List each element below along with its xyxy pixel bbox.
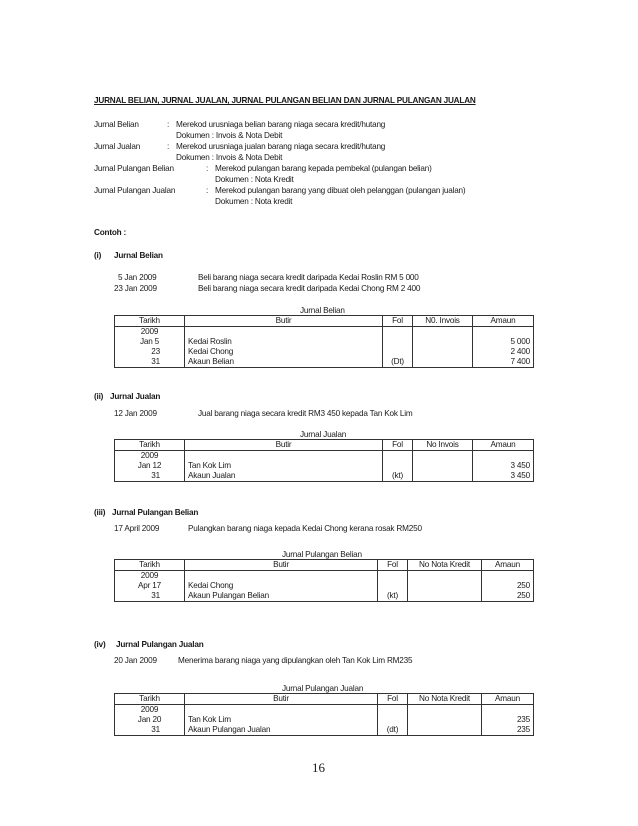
page-heading: JURNAL BELIAN, JURNAL JUALAN, JURNAL PULANGAN BELIAN DAN JURNAL PULANGAN JUALAN	[94, 96, 476, 105]
definition-document: Dokumen : Invois & Nota Debit	[176, 153, 283, 162]
definition-text: Merekod urusniaga jualan barang niaga secara kredit/hutang	[176, 142, 386, 151]
definition-colon: :	[167, 120, 170, 129]
journal-table-title: Jurnal Belian	[300, 306, 345, 315]
table-header-row	[115, 560, 534, 571]
header-document-no: No Invois	[413, 440, 473, 451]
transaction-date: 5 Jan 2009	[118, 273, 157, 282]
cell-butir: Akaun Belian	[185, 357, 383, 368]
cell-document-no	[413, 461, 473, 471]
definition-colon: :	[167, 142, 170, 151]
journal-table-title: Jurnal Jualan	[300, 430, 347, 439]
section-number: (i)	[94, 251, 102, 260]
cell-date: 31	[115, 471, 185, 482]
cell-butir	[185, 571, 378, 582]
journal-table	[114, 693, 534, 736]
journal-table	[114, 315, 534, 368]
cell-amaun: 250	[482, 591, 534, 602]
cell-document-no	[413, 327, 473, 338]
table-row	[115, 705, 534, 716]
cell-date: 2009	[115, 705, 185, 716]
cell-amaun: 235	[482, 725, 534, 736]
table-header-row	[115, 440, 534, 451]
header-document-no: No Nota Kredit	[408, 560, 482, 571]
cell-fol: (kt)	[383, 471, 413, 482]
cell-date: Jan 5	[115, 337, 185, 347]
journal-table	[114, 439, 534, 482]
cell-date: Jan 12	[115, 461, 185, 471]
cell-document-no	[413, 471, 473, 482]
table-row	[115, 451, 534, 462]
journal-table	[114, 559, 534, 602]
cell-date: 31	[115, 357, 185, 368]
cell-document-no	[413, 357, 473, 368]
header-butir: Butir	[185, 440, 383, 451]
cell-butir: Akaun Pulangan Belian	[185, 591, 378, 602]
header-tarikh: Tarikh	[115, 560, 185, 571]
cell-amaun	[482, 571, 534, 582]
definition-text: Merekod urusniaga belian barang niaga secara kredit/hutang	[176, 120, 386, 129]
section-title: Jurnal Jualan	[110, 392, 161, 401]
section-title: Jurnal Belian	[114, 251, 163, 260]
cell-date: 31	[115, 591, 185, 602]
cell-butir: Tan Kok Lim	[185, 715, 378, 725]
cell-fol	[383, 347, 413, 357]
cell-butir: Kedai Roslin	[185, 337, 383, 347]
cell-butir	[185, 327, 383, 338]
cell-amaun	[482, 705, 534, 716]
cell-date: 31	[115, 725, 185, 736]
cell-fol	[383, 451, 413, 462]
definition-term: Jurnal Pulangan Belian	[94, 164, 174, 173]
header-amaun: Amaun	[473, 440, 534, 451]
journal-table-title: Jurnal Pulangan Jualan	[282, 684, 364, 693]
header-fol: Fol	[378, 694, 408, 705]
table-row	[115, 571, 534, 582]
table-row	[115, 725, 534, 736]
transaction-date: 23 Jan 2009	[114, 284, 157, 293]
section-number: (ii)	[94, 392, 104, 401]
cell-document-no	[408, 705, 482, 716]
cell-document-no	[408, 581, 482, 591]
cell-amaun: 2 400	[473, 347, 534, 357]
cell-fol: (Dt)	[383, 357, 413, 368]
header-amaun: Amaun	[473, 316, 534, 327]
cell-document-no	[413, 347, 473, 357]
cell-fol: (dt)	[378, 725, 408, 736]
transaction-description: Beli barang niaga secara kredit daripada Kedai Chong RM 2 400	[198, 284, 421, 293]
header-butir: Butir	[185, 316, 383, 327]
header-butir: Butir	[185, 694, 378, 705]
definition-term: Jurnal Pulangan Jualan	[94, 186, 176, 195]
cell-amaun	[473, 451, 534, 462]
cell-fol	[378, 715, 408, 725]
transaction-description: Menerima barang niaga yang dipulangkan oleh Tan Kok Lim RM235	[178, 656, 413, 665]
header-fol: Fol	[383, 440, 413, 451]
cell-amaun: 7 400	[473, 357, 534, 368]
cell-amaun: 5 000	[473, 337, 534, 347]
cell-fol: (kt)	[378, 591, 408, 602]
header-fol: Fol	[378, 560, 408, 571]
table-header-row	[115, 694, 534, 705]
table-row	[115, 357, 534, 368]
cell-amaun: 235	[482, 715, 534, 725]
cell-amaun: 3 450	[473, 461, 534, 471]
page-number: 16	[312, 760, 325, 775]
transaction-description: Jual barang niaga secara kredit RM3 450 kepada Tan Kok Lim	[198, 409, 413, 418]
header-amaun: Amaun	[482, 694, 534, 705]
header-document-no: No Nota Kredit	[408, 694, 482, 705]
transaction-date: 20 Jan 2009	[114, 656, 157, 665]
cell-butir	[185, 451, 383, 462]
cell-document-no	[413, 337, 473, 347]
cell-date: Jan 20	[115, 715, 185, 725]
header-butir: Butir	[185, 560, 378, 571]
cell-document-no	[408, 725, 482, 736]
definition-text: Merekod pulangan barang kepada pembekal (pulangan belian)	[215, 164, 432, 173]
cell-butir: Akaun Jualan	[185, 471, 383, 482]
table-row	[115, 461, 534, 471]
cell-fol	[378, 571, 408, 582]
cell-date: Apr 17	[115, 581, 185, 591]
definition-term: Jurnal Belian	[94, 120, 139, 129]
cell-butir: Akaun Pulangan Jualan	[185, 725, 378, 736]
header-tarikh: Tarikh	[115, 316, 185, 327]
table-row	[115, 471, 534, 482]
transaction-date: 17 April 2009	[114, 524, 160, 533]
header-tarikh: Tarikh	[115, 694, 185, 705]
header-amaun: Amaun	[482, 560, 534, 571]
table-row	[115, 327, 534, 338]
transaction-description: Beli barang niaga secara kredit daripada Kedai Roslin RM 5 000	[198, 273, 419, 282]
cell-butir: Kedai Chong	[185, 347, 383, 357]
cell-fol	[378, 705, 408, 716]
journal-table-title: Jurnal Pulangan Belian	[282, 550, 362, 559]
cell-fol	[378, 581, 408, 591]
definition-colon: :	[206, 186, 209, 195]
cell-butir	[185, 705, 378, 716]
table-row	[115, 591, 534, 602]
cell-fol	[383, 461, 413, 471]
definition-text: Merekod pulangan barang yang dibuat oleh pelanggan (pulangan jualan)	[215, 186, 466, 195]
cell-butir: Tan Kok Lim	[185, 461, 383, 471]
table-header-row	[115, 316, 534, 327]
header-fol: Fol	[383, 316, 413, 327]
definition-colon: :	[206, 164, 209, 173]
cell-document-no	[408, 591, 482, 602]
cell-document-no	[408, 715, 482, 725]
definition-document: Dokumen : Invois & Nota Debit	[176, 131, 283, 140]
cell-document-no	[413, 451, 473, 462]
cell-fol	[383, 337, 413, 347]
transaction-description: Pulangkan barang niaga kepada Kedai Chong kerana rosak RM250	[188, 524, 422, 533]
table-row	[115, 715, 534, 725]
cell-amaun	[473, 327, 534, 338]
header-document-no: N0. Invois	[413, 316, 473, 327]
definition-term: Jurnal Jualan	[94, 142, 141, 151]
table-row	[115, 581, 534, 591]
contoh-label: Contoh :	[94, 228, 127, 237]
cell-amaun: 250	[482, 581, 534, 591]
cell-date: 2009	[115, 327, 185, 338]
section-title: Jurnal Pulangan Belian	[112, 508, 199, 517]
section-number: (iv)	[94, 640, 106, 649]
cell-date: 2009	[115, 571, 185, 582]
definition-document: Dokumen : Nota kredit	[215, 197, 293, 206]
section-title: Jurnal Pulangan Jualan	[116, 640, 204, 649]
table-row	[115, 337, 534, 347]
definition-document: Dokumen : Nota Kredit	[215, 175, 294, 184]
cell-document-no	[408, 571, 482, 582]
transaction-date: 12 Jan 2009	[114, 409, 157, 418]
cell-date: 2009	[115, 451, 185, 462]
header-tarikh: Tarikh	[115, 440, 185, 451]
cell-amaun: 3 450	[473, 471, 534, 482]
cell-fol	[383, 327, 413, 338]
cell-date: 23	[115, 347, 185, 357]
section-number: (iii)	[94, 508, 106, 517]
table-row	[115, 347, 534, 357]
cell-butir: Kedai Chong	[185, 581, 378, 591]
